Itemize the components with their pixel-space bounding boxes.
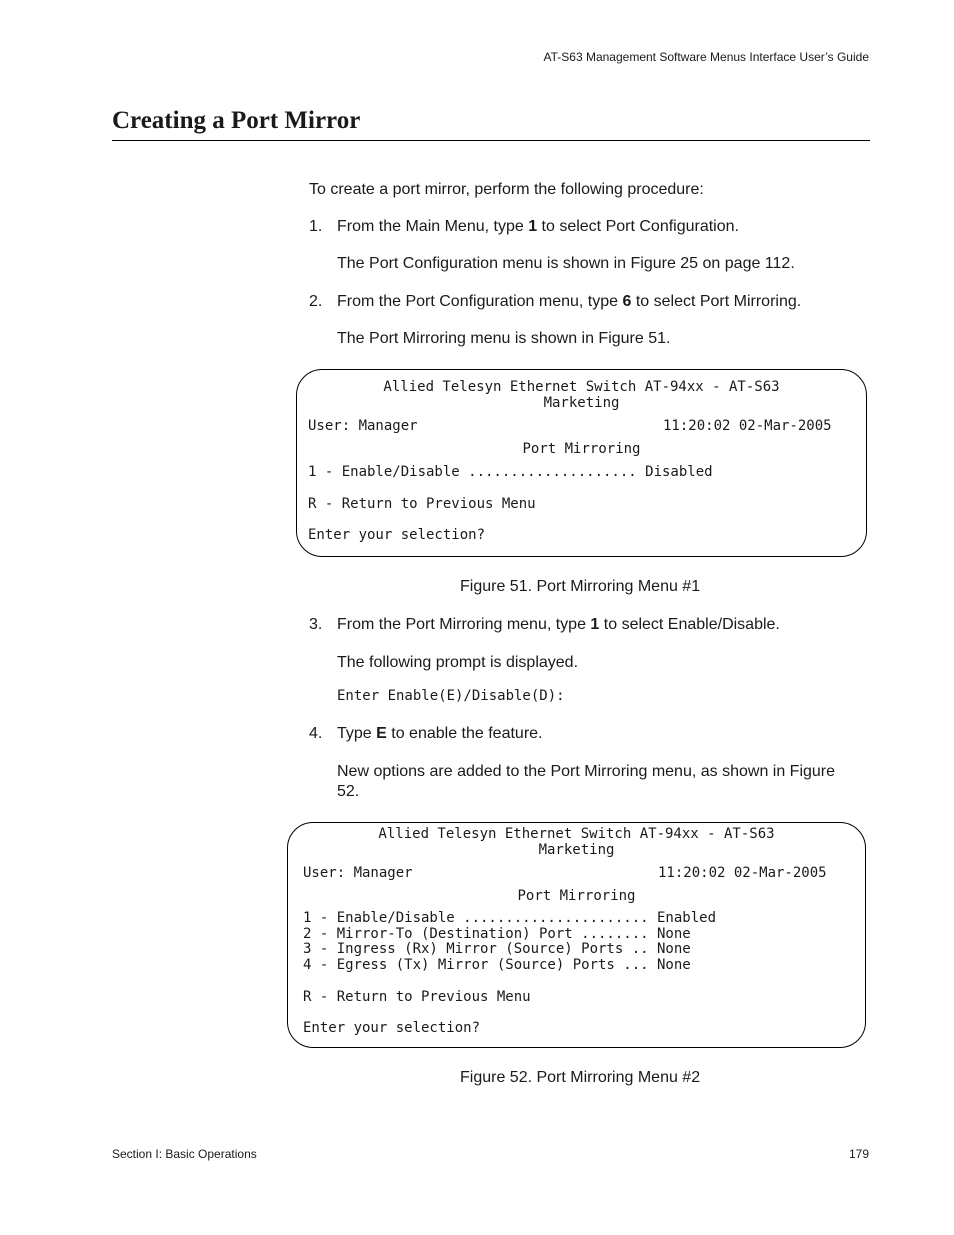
- title-rule: [112, 140, 870, 141]
- screen-menu-name: Port Mirroring: [522, 441, 641, 457]
- menu-option-return: R - Return to Previous Menu: [308, 496, 536, 512]
- prompt-example: Enter Enable(E)/Disable(D):: [337, 688, 565, 704]
- screen-menu-name: Port Mirroring: [517, 888, 636, 904]
- step-text: From the Port Configuration menu, type 6 to select Port Mirroring.: [337, 293, 802, 310]
- menu-option: 1 - Enable/Disable ...................... Enabled: [303, 910, 717, 926]
- screen-user: User: Manager: [308, 418, 418, 434]
- step-note: The following prompt is displayed.: [337, 654, 579, 671]
- step-note: The Port Configuration menu is shown in Figure 25 on page 112.: [337, 255, 795, 272]
- footer-section: Section I: Basic Operations: [112, 1147, 257, 1161]
- screen-user: User: Manager: [303, 865, 413, 881]
- screen-prompt: Enter your selection?: [303, 1020, 481, 1036]
- step-number: 2.: [309, 293, 323, 310]
- step-number: 1.: [309, 218, 323, 235]
- screen-datetime: 11:20:02 02-Mar-2005: [663, 418, 832, 434]
- screen-prompt: Enter your selection?: [308, 527, 486, 543]
- menu-option: 1 - Enable/Disable .................... Disabled: [308, 464, 713, 480]
- page-number: 179: [848, 1147, 869, 1161]
- menu-option: 4 - Egress (Tx) Mirror (Source) Ports ... None: [303, 956, 691, 973]
- running-header: AT-S63 Management Software Menus Interface User’s Guide: [543, 50, 869, 64]
- screen-title: Allied Telesyn Ethernet Switch AT-94xx - AT-S63: [383, 379, 780, 395]
- figure-caption: Figure 51. Port Mirroring Menu #1: [460, 578, 701, 595]
- menu-option: 3 - Ingress (Rx) Mirror (Source) Ports .. None: [303, 941, 691, 957]
- intro-paragraph: To create a port mirror, perform the following procedure:: [309, 181, 704, 198]
- step-note: 52.: [337, 783, 360, 800]
- screen-subtitle: Marketing: [543, 395, 620, 411]
- step-text: Type E to enable the feature.: [337, 725, 543, 742]
- figure-caption: Figure 52. Port Mirroring Menu #2: [460, 1069, 701, 1086]
- screen-datetime: 11:20:02 02-Mar-2005: [658, 865, 827, 881]
- step-number: 3.: [309, 616, 323, 633]
- section-title: Creating a Port Mirror: [112, 107, 361, 134]
- step-note: New options are added to the Port Mirroring menu, as shown in Figure: [337, 763, 836, 780]
- screen-title: Allied Telesyn Ethernet Switch AT-94xx - AT-S63: [378, 826, 775, 842]
- screen-subtitle: Marketing: [538, 842, 615, 858]
- step-text: From the Main Menu, type 1 to select Port Configuration.: [337, 218, 739, 235]
- menu-option: 2 - Mirror-To (Destination) Port ........ None: [303, 925, 691, 942]
- step-number: 4.: [309, 725, 323, 742]
- menu-options: [303, 911, 716, 973]
- menu-option-return: R - Return to Previous Menu: [303, 989, 531, 1005]
- step-note: The Port Mirroring menu is shown in Figure 51.: [337, 330, 671, 347]
- step-text: From the Port Mirroring menu, type 1 to select Enable/Disable.: [337, 616, 780, 633]
